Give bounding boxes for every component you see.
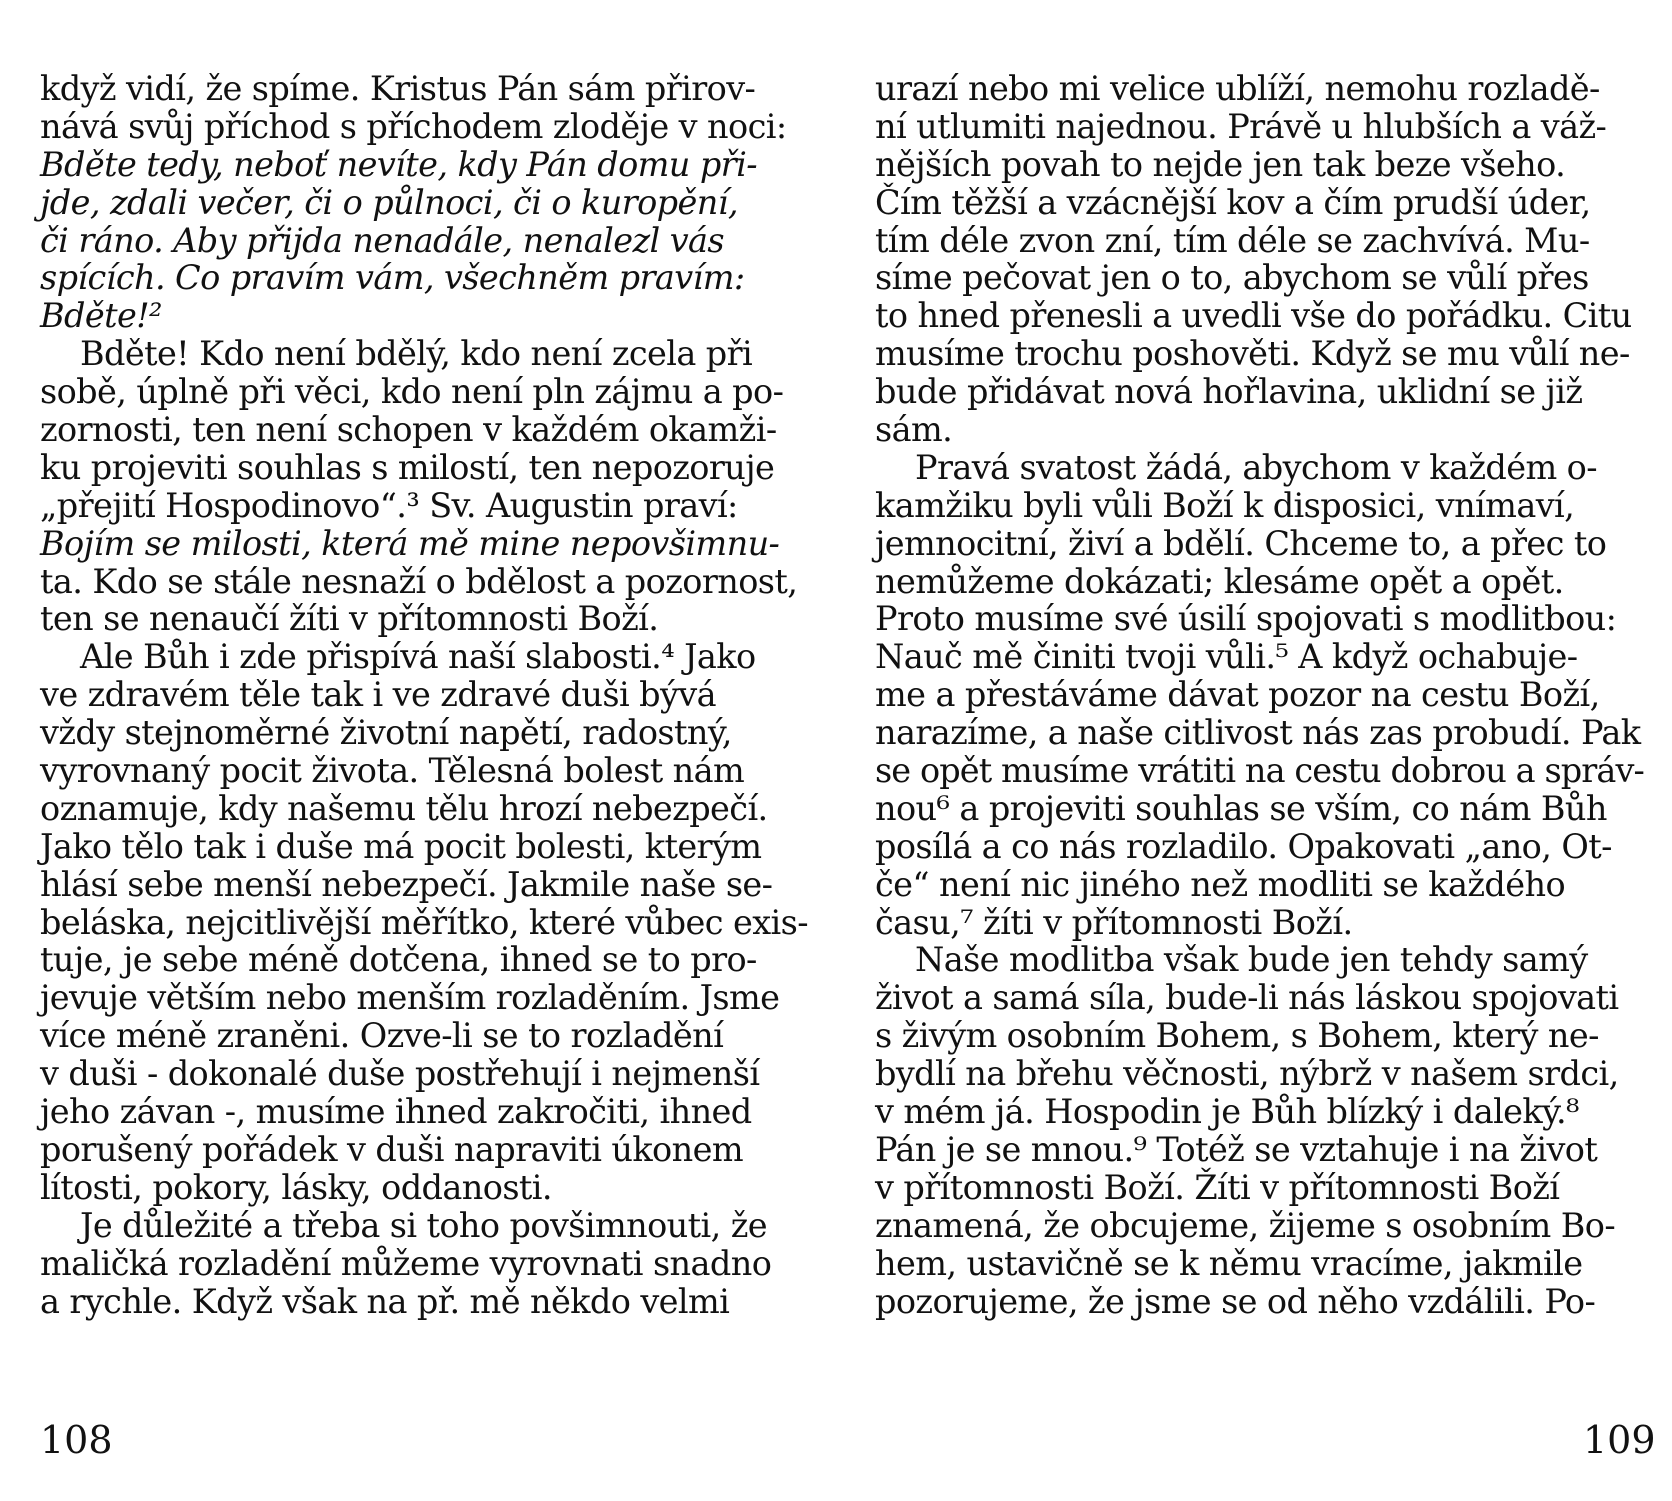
text-line: Je důležité a třeba si toho povšimnouti, že	[80, 1205, 768, 1245]
text-line: život a samá síla, bude-li nás láskou spojovati	[875, 978, 1619, 1018]
text-line: jemnocitní, živí a bdělí. Chceme to, a přec to	[875, 523, 1607, 563]
text-line: ku projeviti souhlas s milostí, ten nepozoruje	[40, 447, 775, 487]
text-line: oznamuje, kdy našemu tělu hrozí nebezpečí.	[40, 788, 768, 828]
text-line: lítosti, pokory, lásky, oddanosti.	[40, 1167, 552, 1207]
text-line: když vidí, že spíme. Kristus Pán sám přirov-	[40, 69, 756, 108]
text-line: znamená, že obcujeme, žijeme s osobním Bo-	[875, 1205, 1616, 1245]
text-line: tuje, je sebe méně dotčena, ihned se to pro-	[40, 940, 757, 980]
text-line: či ráno. Aby přijda nenadále, nenalezl vás	[40, 220, 724, 260]
text-line: jevuje větším nebo menším rozladěním. Jsme	[40, 978, 780, 1018]
text-line: Pán je se mnou.⁹ Totéž se vztahuje i na život	[875, 1129, 1598, 1169]
text-line: jeho závan -, musíme ihned zakročiti, ihned	[40, 1092, 752, 1132]
text-line: ta. Kdo se stále nesnaží o bdělost a pozornost,	[40, 561, 798, 601]
text-line: sám.	[875, 410, 953, 450]
text-line: beláska, nejcitlivější měřítko, které vůbec exis-	[40, 902, 808, 942]
text-line: Bojím se milosti, která mě mine nepovšimnu-	[40, 523, 780, 563]
text-line: sobě, úplně při věci, kdo není pln zájmu a po-	[40, 372, 784, 412]
text-line: nává svůj příchod s příchodem zloděje v noci:	[40, 106, 787, 146]
text-line: ten se nenaučí žíti v přítomnosti Boží.	[40, 599, 659, 639]
text-line: Naše modlitba však bude jen tehdy samý	[915, 940, 1588, 980]
text-line: vždy stejnoměrné životní napětí, radostný,	[40, 713, 732, 753]
text-line: ve zdravém těle tak i ve zdravé duši bývá	[40, 675, 716, 715]
text-line: nějších povah to nejde jen tak beze všeho.	[875, 144, 1566, 184]
text-line: narazíme, a naše citlivost nás zas probudí. Pak	[875, 713, 1641, 753]
text-line: v přítomnosti Boží. Žíti v přítomnosti Boží	[875, 1167, 1560, 1207]
right-page-text	[875, 70, 1645, 1320]
text-line: Čím těžší a vzácnější kov a čím prudší úder,	[875, 182, 1591, 222]
text-line: nemůžeme dokázati; klesáme opět a opět.	[875, 561, 1564, 601]
text-line: spících. Co pravím vám, všechněm pravím:	[40, 258, 745, 298]
text-line: vyrovnaný pocit života. Tělesná bolest nám	[40, 751, 745, 791]
left-page-text	[40, 70, 815, 1320]
text-line: kamžiku byli vůli Boží k disposici, vnímaví,	[875, 485, 1575, 525]
text-line: nou⁶ a projeviti souhlas se vším, co nám Bůh	[875, 788, 1607, 828]
text-line: hlásí sebe menší nebezpečí. Jakmile naše se-	[40, 864, 773, 904]
text-line: me a přestáváme dávat pozor na cestu Boží,	[875, 675, 1600, 715]
text-line: musíme trochu poshověti. Když se mu vůlí ne-	[875, 334, 1630, 374]
text-line: zornosti, ten není schopen v každém okamži-	[40, 410, 777, 450]
text-line: Ale Bůh i zde přispívá naší slabosti.⁴ Jako	[80, 637, 756, 677]
text-line: bude přidávat nová hořlavina, uklidní se již	[875, 372, 1583, 412]
page-number-right: 109	[1583, 1418, 1656, 1462]
text-line: če“ není nic jiného než modliti se každého	[875, 864, 1566, 904]
text-line: Bděte!²	[40, 296, 162, 336]
text-line: síme pečovat jen o to, abychom se vůlí přes	[875, 258, 1589, 298]
text-line: Bděte! Kdo není bdělý, kdo není zcela při	[80, 334, 753, 374]
text-line: Jako tělo tak i duše má pocit bolesti, kterým	[40, 826, 762, 866]
text-line: v mém já. Hospodin je Bůh blízký i daleký.⁸	[875, 1092, 1579, 1132]
text-line: „přejití Hospodinovo“.³ Sv. Augustin praví:	[40, 485, 738, 525]
text-line: bydlí na břehu věčnosti, nýbrž v našem srdci,	[875, 1054, 1619, 1094]
text-line: pozorujeme, že jsme se od něho vzdálili. Po-	[875, 1281, 1596, 1321]
text-line: více méně zraněni. Ozve-li se to rozladění	[40, 1016, 724, 1056]
text-line: to hned přenesli a uvedli vše do pořádku. Citu	[875, 296, 1632, 336]
text-line: se opět musíme vrátiti na cestu dobrou a správ-	[875, 751, 1644, 791]
text-line: Pravá svatost žádá, abychom v každém o-	[915, 447, 1597, 487]
right-page	[875, 70, 1645, 1320]
text-line: Bděte tedy, neboť nevíte, kdy Pán domu při-	[40, 144, 757, 184]
text-line: urazí nebo mi velice ublíží, nemohu rozladě-	[875, 69, 1600, 108]
text-line: v duši - dokonalé duše postřehují i nejmenší	[40, 1054, 760, 1094]
text-line: tím déle zvon zní, tím déle se zachvívá. Mu-	[875, 220, 1590, 260]
text-line: času,⁷ žíti v přítomnosti Boží.	[875, 902, 1353, 942]
text-line: s živým osobním Bohem, s Bohem, který ne-	[875, 1016, 1599, 1056]
text-line: a rychle. Když však na př. mě někdo velmi	[40, 1281, 730, 1321]
left-page	[40, 70, 815, 1320]
text-line: maličká rozladění můžeme vyrovnati snadno	[40, 1243, 772, 1283]
text-line: porušený pořádek v duši napraviti úkonem	[40, 1129, 743, 1169]
text-line: Nauč mě činiti tvoji vůli.⁵ A když ochabuje-	[875, 637, 1578, 677]
page-number-left: 108	[40, 1418, 113, 1462]
text-line: hem, ustavičně se k němu vracíme, jakmile	[875, 1243, 1583, 1283]
text-line: Proto musíme své úsilí spojovati s modlitbou:	[875, 599, 1617, 639]
text-line: jde, zdali večer, či o půlnoci, či o kuropění,	[40, 182, 738, 222]
text-line: posílá a co nás rozladilo. Opakovati „ano, Ot-	[875, 826, 1612, 866]
text-line: ní utlumiti najednou. Právě u hlubších a váž-	[875, 106, 1607, 146]
